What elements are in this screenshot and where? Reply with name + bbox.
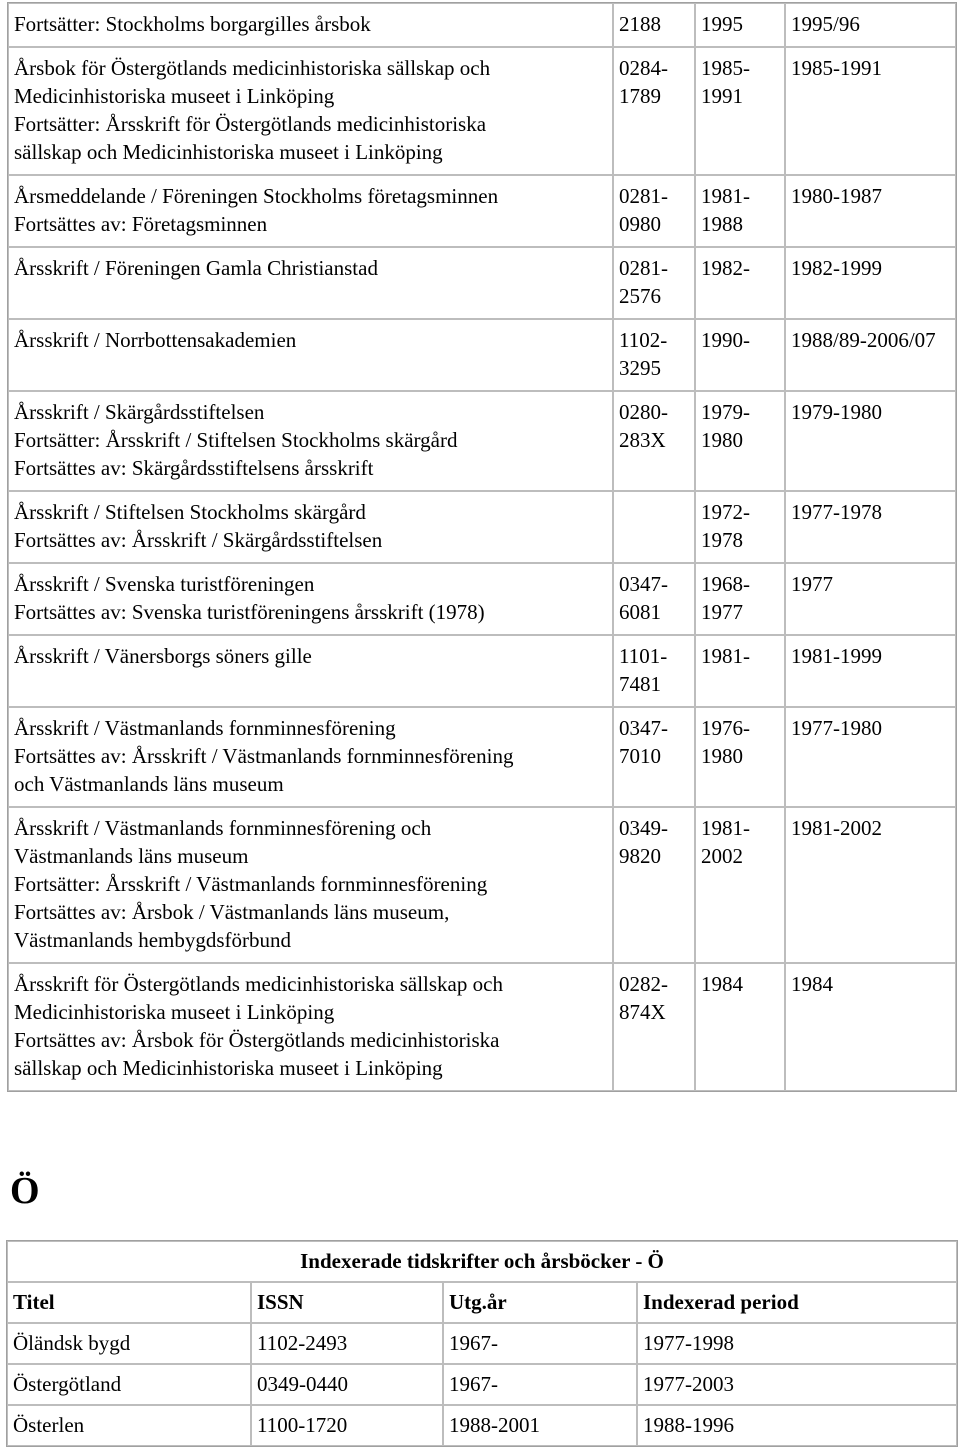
cell-title: [8, 319, 613, 391]
cell-utg: 1979-1980: [695, 391, 785, 491]
title-line: Fortsättes av: Företagsminnen: [14, 212, 268, 236]
cell-issn: 0284-1789: [613, 47, 695, 175]
title-line: Årsskrift för Östergötlands medicinhistoriska sällskap och: [14, 972, 503, 996]
section-letter: Ö: [10, 1170, 40, 1212]
header-title: Titel: [7, 1282, 251, 1323]
table-row: [8, 635, 956, 707]
title-line: Medicinhistoriska museet i Linköping: [14, 1000, 335, 1024]
cell-issn: 2188: [613, 3, 695, 47]
cell-title: Östergötland: [7, 1364, 251, 1405]
cell-title: [8, 963, 613, 1091]
cell-utg: 1972-1978: [695, 491, 785, 563]
cell-utg: 1968-1977: [695, 563, 785, 635]
cell-issn: 0281-0980: [613, 175, 695, 247]
title-line: sällskap och Medicinhistoriska museet i Linköping: [14, 1056, 443, 1080]
cell-issn: 0281-2576: [613, 247, 695, 319]
cell-title: [8, 563, 613, 635]
cell-period: 1985-1991: [785, 47, 956, 175]
cell-title: [8, 3, 613, 47]
cell-period: 1979-1980: [785, 391, 956, 491]
table-row: [8, 3, 956, 47]
title-line: Västmanlands hembygdsförbund: [14, 928, 292, 952]
cell-title: [8, 47, 613, 175]
cell-utg: 1981-1988: [695, 175, 785, 247]
header-utg: Utg.år: [443, 1282, 637, 1323]
table-row: [8, 247, 956, 319]
cell-issn: 1101-7481: [613, 635, 695, 707]
title-line: Fortsättes av: Årsbok / Västmanlands läns museum,: [14, 900, 450, 924]
cell-period: 1977-1978: [785, 491, 956, 563]
title-line: Fortsättes av: Skärgårdsstiftelsens årsskrift: [14, 456, 374, 480]
cell-title: [8, 391, 613, 491]
cell-issn: 0349-0440: [251, 1364, 443, 1405]
table-row: [8, 707, 956, 807]
title-line: Årsskrift / Svenska turistföreningen: [14, 572, 315, 596]
cell-issn: 0347-7010: [613, 707, 695, 807]
continuation-table: [7, 2, 957, 1092]
cell-utg: 1988-2001: [443, 1405, 637, 1446]
title-line: Årsskrift / Vänersborgs söners gille: [14, 644, 312, 668]
cell-utg: 1985-1991: [695, 47, 785, 175]
cell-issn: 0280-283X: [613, 391, 695, 491]
table-row: [8, 319, 956, 391]
title-line: Årsskrift / Föreningen Gamla Christianstad: [14, 256, 378, 280]
table-row: [7, 1323, 957, 1364]
cell-title: [8, 491, 613, 563]
cell-title: [8, 247, 613, 319]
cell-utg: 1995: [695, 3, 785, 47]
cell-utg: 1967-: [443, 1364, 637, 1405]
title-line: Årsmeddelande / Föreningen Stockholms företagsminnen: [14, 184, 499, 208]
cell-issn: 1100-1720: [251, 1405, 443, 1446]
cell-title: [8, 807, 613, 963]
title-line: Årsskrift / Västmanlands fornminnesförening och: [14, 816, 432, 840]
title-line: Årsskrift / Norrbottensakademien: [14, 328, 297, 352]
cell-issn: [613, 491, 695, 563]
title-line: Fortsätter: Årsskrift / Stiftelsen Stockholms skärgård: [14, 428, 458, 452]
title-line: Årsskrift / Stiftelsen Stockholms skärgård: [14, 500, 366, 524]
table-row: [7, 1364, 957, 1405]
cell-issn: 0282-874X: [613, 963, 695, 1091]
cell-title: [8, 707, 613, 807]
title-line: Fortsättes av: Årsskrift / Västmanlands fornminnesförening: [14, 744, 514, 768]
table-row: [8, 807, 956, 963]
cell-utg: 1976-1980: [695, 707, 785, 807]
table-row: [8, 563, 956, 635]
cell-title: Österlen: [7, 1405, 251, 1446]
cell-period: 1977-2003: [637, 1364, 957, 1405]
cell-utg: 1984: [695, 963, 785, 1091]
table-row: [7, 1405, 957, 1446]
cell-period: 1977: [785, 563, 956, 635]
title-line: Fortsättes av: Årsbok för Östergötlands medicinhistoriska: [14, 1028, 500, 1052]
cell-utg: 1982-: [695, 247, 785, 319]
table-row: [8, 175, 956, 247]
title-line: och Västmanlands läns museum: [14, 772, 284, 796]
cell-period: 1977-1998: [637, 1323, 957, 1364]
title-line: sällskap och Medicinhistoriska museet i Linköping: [14, 140, 443, 164]
title-line: Västmanlands läns museum: [14, 844, 249, 868]
title-line: Fortsättes av: Svenska turistföreningens årsskrift (1978): [14, 600, 485, 624]
table-row: [8, 963, 956, 1091]
header-issn: ISSN: [251, 1282, 443, 1323]
cell-utg: 1981-2002: [695, 807, 785, 963]
cell-period: 1984: [785, 963, 956, 1091]
cell-period: 1988/89-2006/07: [785, 319, 956, 391]
cell-period: 1988-1996: [637, 1405, 957, 1446]
cell-issn: 1102-3295: [613, 319, 695, 391]
title-line: Fortsätter: Årsskrift för Östergötlands medicinhistoriska: [14, 112, 487, 136]
cell-title: [8, 175, 613, 247]
index-table-caption: Indexerade tidskrifter och årsböcker - Ö: [7, 1241, 957, 1282]
title-line: Årsskrift / Västmanlands fornminnesförening: [14, 716, 396, 740]
cell-issn: 0347-6081: [613, 563, 695, 635]
index-table-caption-row: [7, 1241, 957, 1282]
title-line: Medicinhistoriska museet i Linköping: [14, 84, 335, 108]
cell-period: 1995/96: [785, 3, 956, 47]
cell-period: 1980-1987: [785, 175, 956, 247]
cell-issn: 0349-9820: [613, 807, 695, 963]
table-row: [8, 391, 956, 491]
cell-utg: 1981-: [695, 635, 785, 707]
table-row: [8, 47, 956, 175]
cell-period: 1981-2002: [785, 807, 956, 963]
cell-utg: 1967-: [443, 1323, 637, 1364]
cell-period: 1981-1999: [785, 635, 956, 707]
title-line: Årsskrift / Skärgårdsstiftelsen: [14, 400, 265, 424]
cell-period: 1977-1980: [785, 707, 956, 807]
title-line: Fortsättes av: Årsskrift / Skärgårdsstiftelsen: [14, 528, 383, 552]
cell-issn: 1102-2493: [251, 1323, 443, 1364]
table-row: [8, 491, 956, 563]
index-table-header-row: [7, 1282, 957, 1323]
cell-utg: 1990-: [695, 319, 785, 391]
cell-title: [8, 635, 613, 707]
index-table: [6, 1240, 958, 1447]
cell-title: Öländsk bygd: [7, 1323, 251, 1364]
title-line: Fortsätter: Årsskrift / Västmanlands fornminnesförening: [14, 872, 488, 896]
cell-period: 1982-1999: [785, 247, 956, 319]
title-line: Fortsätter: Stockholms borgargilles årsbok: [14, 12, 371, 36]
header-period: Indexerad period: [637, 1282, 957, 1323]
title-line: Årsbok för Östergötlands medicinhistoriska sällskap och: [14, 56, 491, 80]
